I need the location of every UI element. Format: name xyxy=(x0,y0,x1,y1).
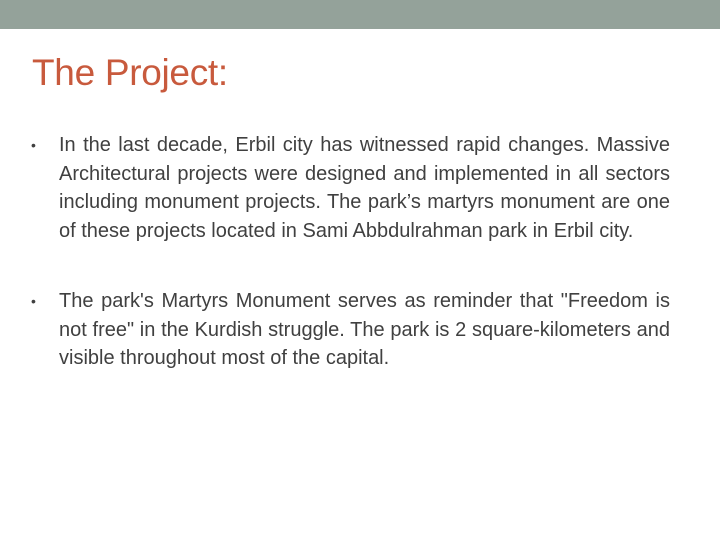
bullet-text: The park's Martyrs Monument serves as reminder that "Freedom is not free" in the Kurdish struggle. The park is 2 square-kilometers and visible throughout most of the capital. xyxy=(59,290,670,369)
slide-title: The Project: xyxy=(32,52,228,93)
top-accent-bar xyxy=(0,0,720,29)
bullet-item xyxy=(31,287,670,373)
bullet-list xyxy=(31,131,670,373)
bullet-text: In the last decade, Erbil city has witnessed rapid changes. Massive Architectural projects were designed and implemented in all sectors including monument projects. The park’s martyrs monument are one of these projects located in Sami Abbdulrahman park in Erbil city. xyxy=(59,134,670,242)
bullet-item xyxy=(31,131,670,245)
bullet-icon: • xyxy=(31,137,36,153)
bullet-icon: • xyxy=(31,293,36,309)
